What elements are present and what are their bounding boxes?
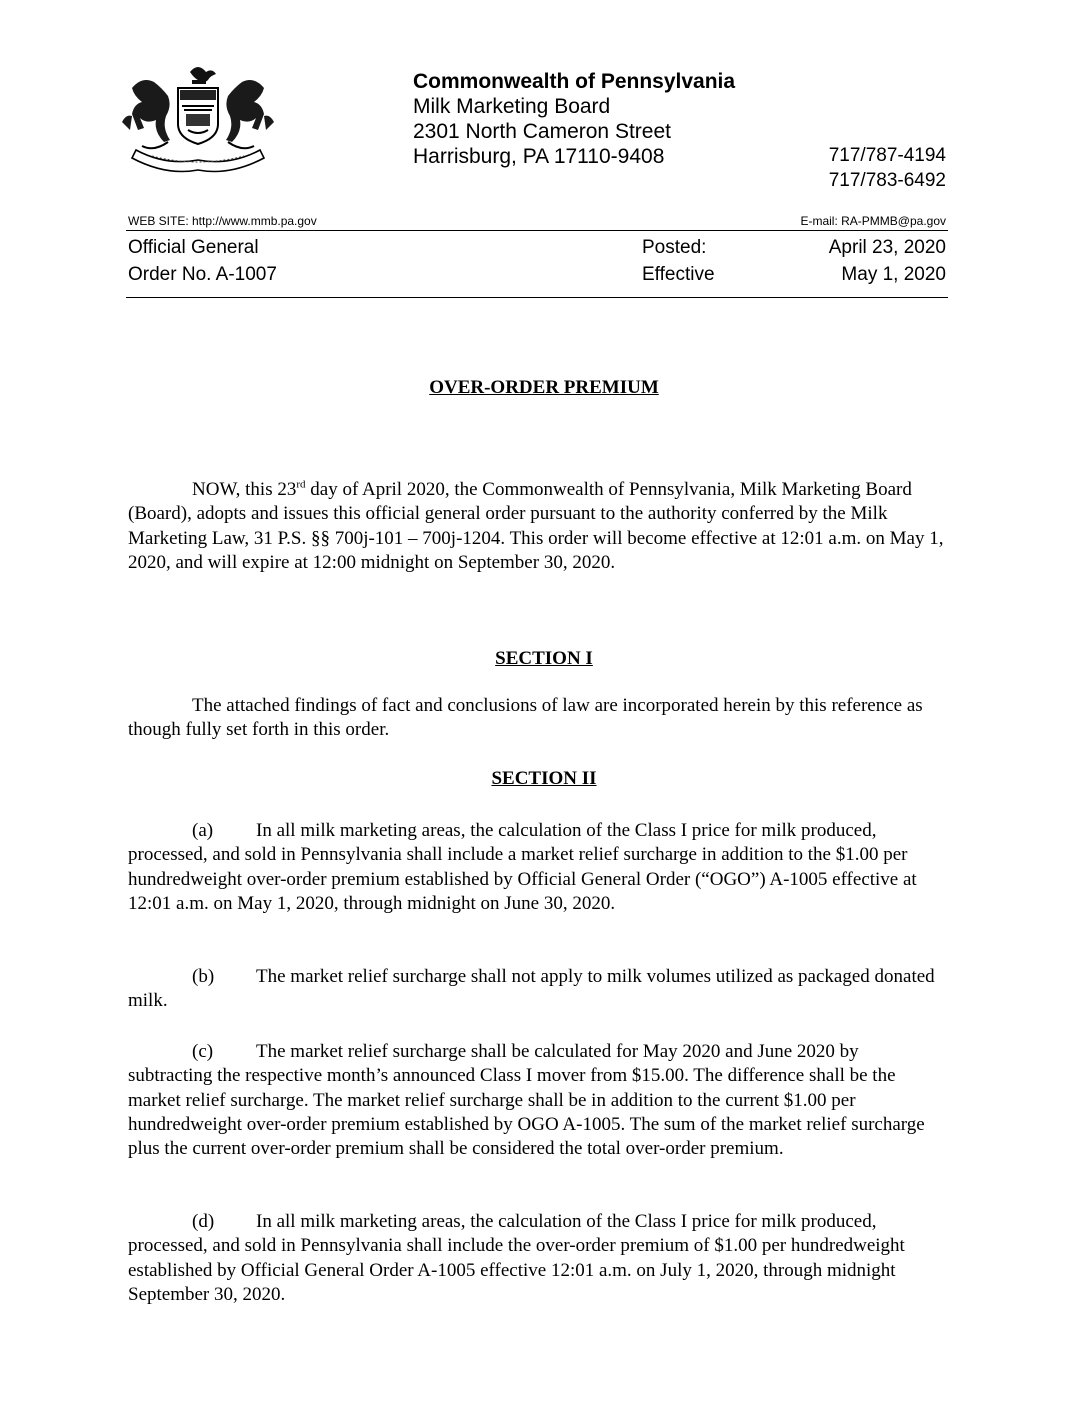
board-name: Milk Marketing Board: [413, 95, 611, 118]
intro-text-start: NOW, this 23: [192, 479, 297, 500]
posted-date: April 23, 2020: [828, 237, 946, 258]
paragraph-d-text: In all milk marketing areas, the calculation of the Class I price for milk produced, processed, and sold in Pennsylvania shall include the over-order premium of $1.00 per hundredweight established by Official General Order A-1005 effective 12:01 a.m. on July 1, 2020, through midnight September 30, 2020.: [128, 1211, 905, 1305]
intro-text-rest: day of April 2020, the Commonwealth of Pennsylvania, Milk Marketing Board (Board), adopts and issues this official general order pursuant to the authority conferred by the Milk Marketing Law, 31 P.S. §§ 700j-101 – 700j-1204. This order will become effective at 12:01 a.m. on May 1, 2020, and will expire at 12:00 midnight on September 30, 2020.: [128, 479, 944, 573]
pennsylvania-coat-of-arms-seal: [112, 58, 284, 174]
paragraph-d-label: (d): [192, 1211, 215, 1232]
phone-number-2: 717/783-6492: [828, 170, 946, 191]
posted-label: Posted:: [642, 237, 707, 258]
document-title: OVER-ORDER PREMIUM: [429, 377, 659, 398]
paragraph-a-text: In all milk marketing areas, the calculation of the Class I price for milk produced, processed, and sold in Pennsylvania shall include a market relief surcharge in addition to the $1.00 per hundredweight over-order premium established by Official General Order (“OGO”) A-1005 effective at 12:01 a.m. on May 1, 2020, through midnight on June 30, 2020.: [128, 820, 917, 914]
organization-name: Commonwealth of Pennsylvania: [413, 70, 736, 93]
section-2-paragraph-a: [128, 819, 946, 916]
phone-number-1: 717/787-4194: [828, 145, 946, 166]
section-1-heading: SECTION I: [495, 648, 593, 669]
email-link[interactable]: E-mail: RA-PMMB@pa.gov: [800, 214, 946, 228]
order-label-line1: Official General: [128, 237, 259, 258]
order-number: [128, 234, 277, 288]
paragraph-c-label: (c): [192, 1041, 214, 1062]
paragraph-b-label: (b): [192, 966, 215, 987]
section-2-paragraph-d: [128, 1210, 946, 1307]
intro-paragraph: [128, 478, 946, 575]
letterhead: [413, 70, 735, 169]
section-2-paragraph-c: [128, 1040, 946, 1161]
date-values: [829, 234, 946, 288]
effective-label: Effective: [642, 264, 715, 285]
section-2-heading: SECTION II: [491, 768, 597, 789]
date-labels: [642, 234, 715, 288]
effective-date: May 1, 2020: [841, 264, 946, 285]
website-link[interactable]: WEB SITE: http://www.mmb.pa.gov: [128, 214, 317, 228]
order-label-line2: Order No. A-1007: [128, 264, 277, 285]
paragraph-c-text: The market relief surcharge shall be calculated for May 2020 and June 2020 by subtracting the respective month’s announced Class I mover from $15.00. The difference shall be the market relief surcharge. The market relief surcharge shall be in addition to the current $1.00 per hundredweight over-order premium established by OGO A-1005. The sum of the market relief surcharge plus the current over-order premium shall be considered the total over-order premium.: [128, 1041, 925, 1160]
divider-bottom: [126, 297, 948, 298]
ordinal-suffix: rd: [296, 478, 306, 491]
street-address: 2301 North Cameron Street: [413, 120, 671, 143]
section-1-text: The attached findings of fact and conclusions of law are incorporated herein by this reference as though fully set forth in this order.: [128, 695, 923, 741]
section-1-paragraph: [128, 694, 946, 743]
section-2-paragraph-b: [128, 965, 946, 1014]
phone-numbers: [829, 143, 946, 193]
paragraph-b-text: The market relief surcharge shall not apply to milk volumes utilized as packaged donated milk.: [128, 966, 935, 1012]
divider-top: [126, 230, 948, 231]
paragraph-a-label: (a): [192, 820, 214, 841]
city-address: Harrisburg, PA 17110-9408: [413, 145, 665, 168]
